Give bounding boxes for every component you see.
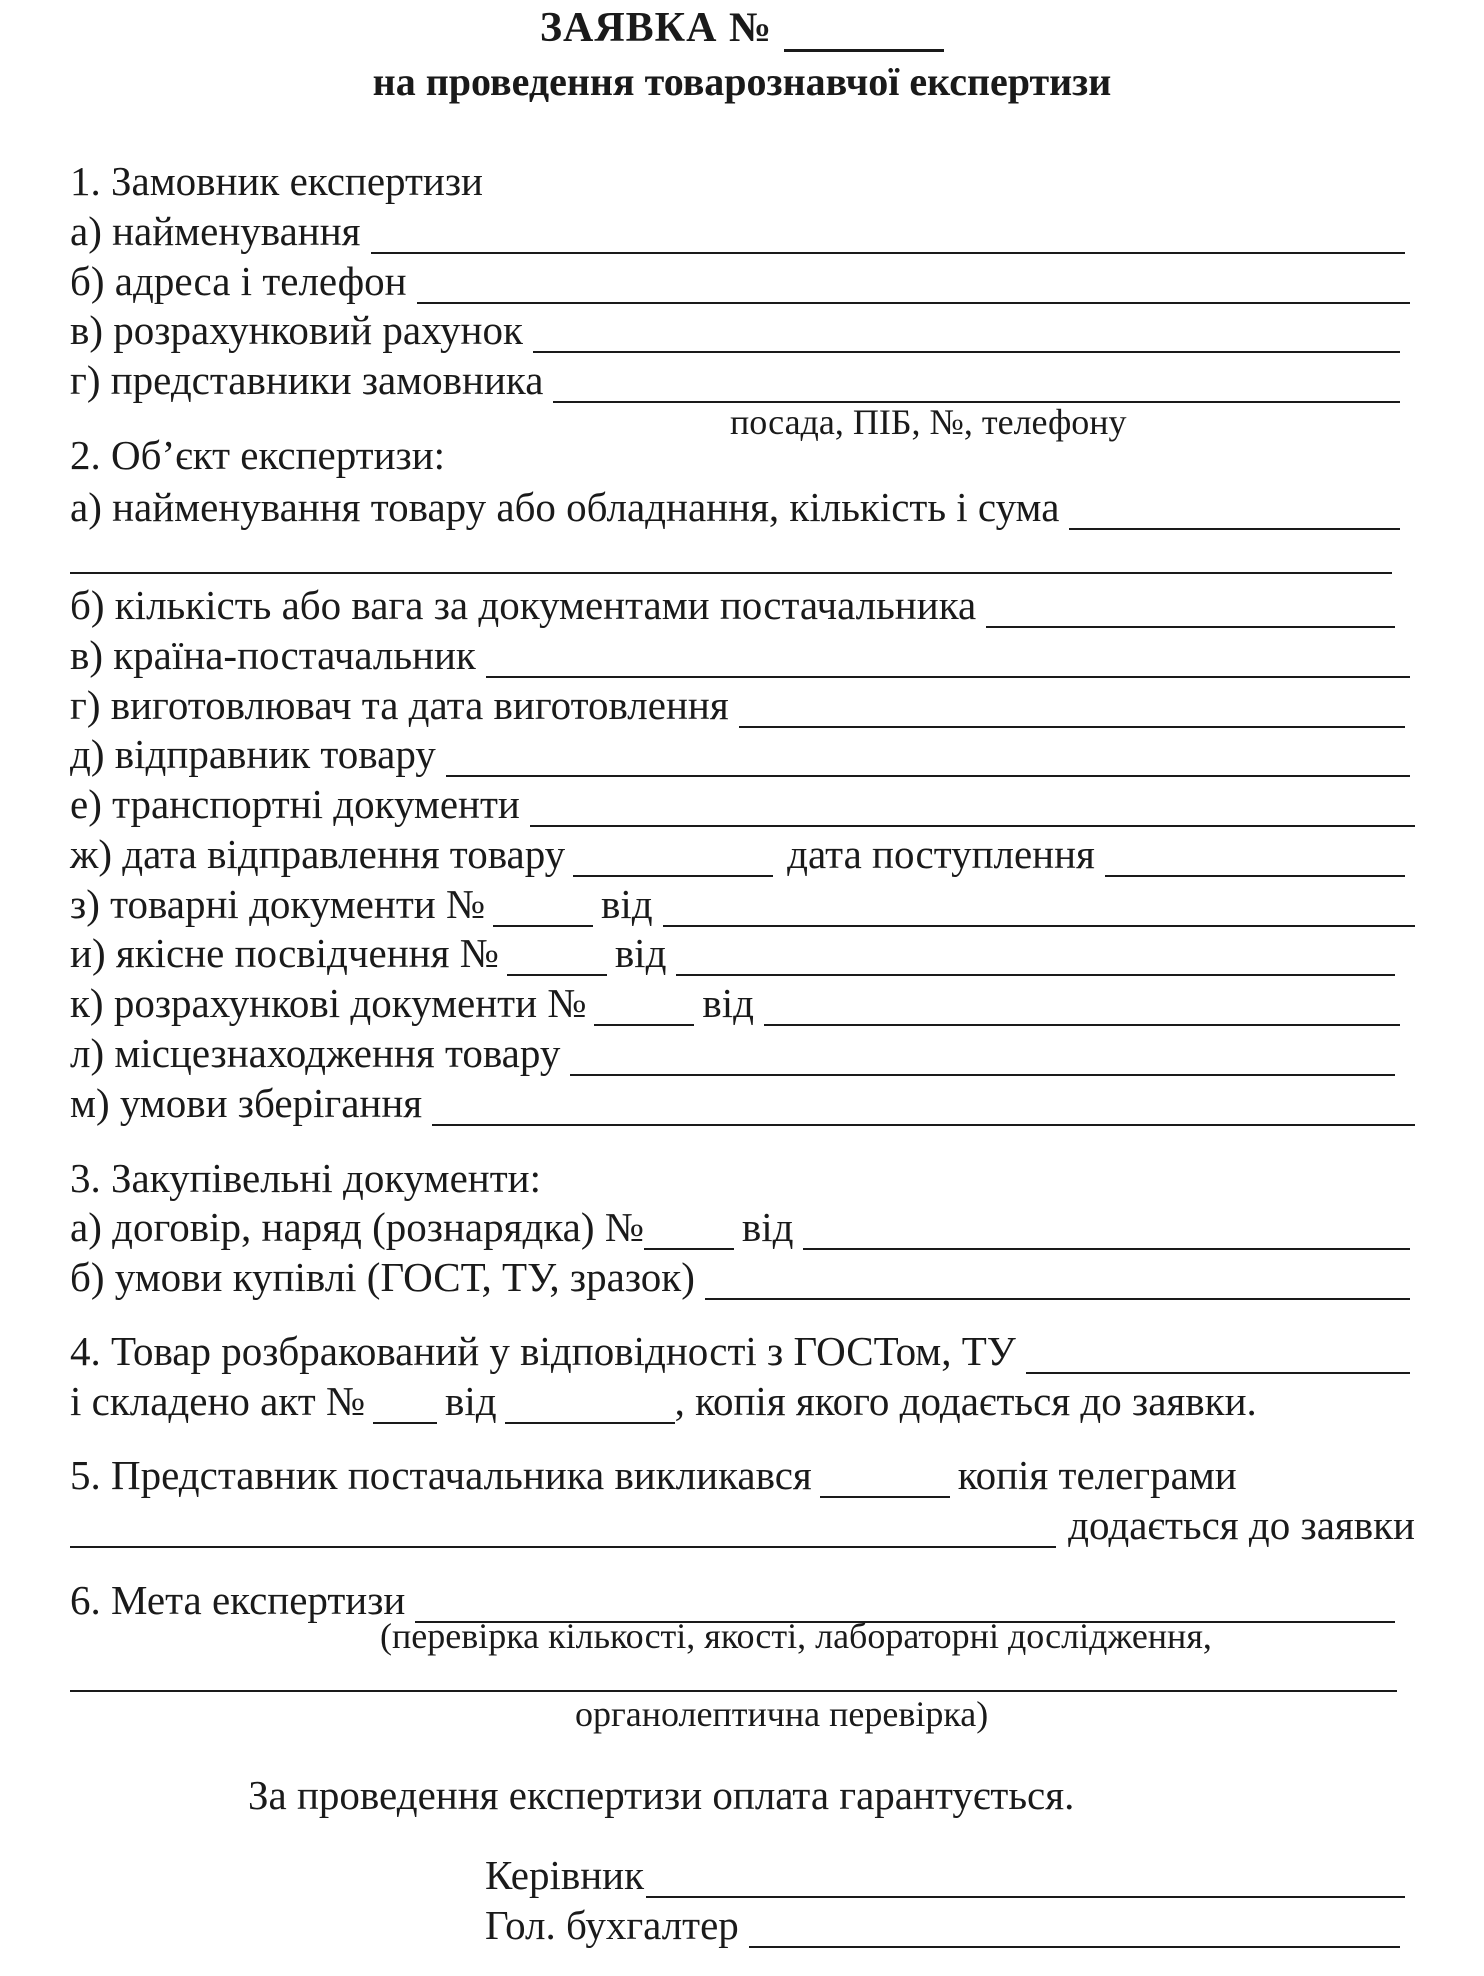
act-label: і складено акт № <box>70 1378 366 1424</box>
transport-docs-field[interactable] <box>530 795 1415 827</box>
contract-from-label: від <box>741 1204 794 1250</box>
payment-docs-date-field[interactable] <box>764 994 1400 1026</box>
act-row <box>70 1378 1257 1424</box>
payment-docs-number-field[interactable] <box>594 994 694 1026</box>
customer-account-field[interactable] <box>533 321 1400 353</box>
customer-name-label: а) найменування <box>70 208 361 254</box>
goods-location-row <box>70 1030 1395 1076</box>
telegram-field[interactable] <box>70 1516 1056 1548</box>
telegram-copy-label: копія телеграми <box>957 1452 1237 1498</box>
act-date-field[interactable] <box>505 1392 675 1424</box>
payment-guarantee: За проведення експертизи оплата гарантується. <box>248 1772 1075 1818</box>
manufacturer-label: г) виготовлювач та дата виготовлення <box>70 682 729 728</box>
form-subtitle: на проведення товарознавчої експертизи <box>372 59 1112 104</box>
arrival-date-label: дата поступлення <box>787 831 1095 877</box>
form-title: ЗАЯВКА № <box>539 5 773 51</box>
supplier-quantity-label: б) кількість або вага за документами постачальника <box>70 582 977 628</box>
act-copy-note: , копія якого додається до заявки. <box>674 1378 1257 1424</box>
supplier-rep-row <box>70 1452 1237 1498</box>
accountant-label: Гол. бухгалтер <box>485 1902 739 1948</box>
application-number-field[interactable] <box>784 15 944 52</box>
purpose-field-continued[interactable] <box>70 1690 1397 1692</box>
goods-location-label: л) місцезнаходження товару <box>70 1030 561 1076</box>
customer-account-label: в) розрахунковий рахунок <box>70 307 523 353</box>
goods-docs-date-field[interactable] <box>663 895 1415 927</box>
goods-docs-label: з) товарні документи № <box>70 881 486 927</box>
payment-docs-label: к) розрахункові документи № <box>70 980 587 1026</box>
dispatch-date-field[interactable] <box>573 845 773 877</box>
transport-docs-row <box>70 781 1415 827</box>
sender-field[interactable] <box>446 745 1410 777</box>
supplier-rep-label: 5. Представник постачальника викликався <box>70 1452 812 1498</box>
quality-cert-label: и) якісне посвідчення № <box>70 930 499 976</box>
customer-name-row <box>70 208 1405 254</box>
transport-docs-label: е) транспортні документи <box>70 781 520 827</box>
customer-representatives-field[interactable] <box>553 371 1400 403</box>
sender-row <box>70 731 1410 777</box>
purpose-hint-2: органолептична перевірка) <box>575 1694 989 1734</box>
act-from-label: від <box>445 1378 497 1424</box>
goods-name-row <box>70 484 1400 530</box>
contract-row <box>70 1204 1410 1250</box>
arrival-date-field[interactable] <box>1105 845 1405 877</box>
manufacturer-field[interactable] <box>739 696 1405 728</box>
quality-cert-row <box>70 930 1395 976</box>
rejection-standard-field[interactable] <box>1026 1342 1410 1374</box>
storage-conditions-row <box>70 1080 1415 1126</box>
dispatch-date-label: ж) дата відправлення товару <box>70 831 566 877</box>
dispatch-date-row <box>70 831 1405 877</box>
goods-docs-row <box>70 881 1415 927</box>
purpose-label: 6. Мета експертизи <box>70 1577 406 1623</box>
head-label: Керівник <box>485 1852 645 1898</box>
quality-cert-from-label: від <box>614 930 667 976</box>
customer-address-label: б) адреса і телефон <box>70 258 407 304</box>
goods-name-label: а) найменування товару або обладнання, кількість і сума <box>70 484 1060 530</box>
goods-name-field[interactable] <box>1069 498 1400 530</box>
accountant-signature-row <box>485 1902 1400 1948</box>
representatives-hint: посада, ПІБ, №, телефону <box>730 402 1127 442</box>
purpose-hint-1: (перевірка кількості, якості, лабораторні дослідження, <box>380 1616 1212 1656</box>
payment-docs-from-label: від <box>702 980 755 1026</box>
goods-docs-from-label: від <box>601 881 653 927</box>
contract-label: а) договір, наряд (рознарядка) № <box>70 1204 644 1250</box>
customer-representatives-label: г) представники замовника <box>70 357 544 403</box>
manufacturer-row <box>70 682 1405 728</box>
contract-number-field[interactable] <box>644 1218 734 1250</box>
quality-cert-number-field[interactable] <box>507 944 607 976</box>
form-title-row <box>0 4 1484 52</box>
rejection-row <box>70 1328 1410 1374</box>
customer-representatives-row <box>70 357 1400 403</box>
quality-cert-date-field[interactable] <box>676 944 1395 976</box>
customer-address-row <box>70 258 1410 304</box>
section3-heading: 3. Закупівельні документи: <box>70 1155 541 1201</box>
purchase-terms-row <box>70 1254 1410 1300</box>
goods-name-field-continued[interactable] <box>70 572 1392 574</box>
storage-conditions-field[interactable] <box>432 1094 1415 1126</box>
supplier-country-label: в) країна-постачальник <box>70 632 476 678</box>
goods-location-field[interactable] <box>570 1044 1395 1076</box>
supplier-rep-field[interactable] <box>820 1466 950 1498</box>
supplier-country-row <box>70 632 1410 678</box>
customer-address-field[interactable] <box>417 272 1410 304</box>
customer-account-row <box>70 307 1400 353</box>
goods-docs-number-field[interactable] <box>493 895 593 927</box>
contract-date-field[interactable] <box>803 1218 1410 1250</box>
rejection-label: 4. Товар розбракований у відповідності з ГОСТом, ТУ <box>70 1328 1016 1374</box>
supplier-quantity-row <box>70 582 1395 628</box>
accountant-signature-field[interactable] <box>749 1916 1400 1948</box>
storage-conditions-label: м) умови зберігання <box>70 1080 423 1126</box>
telegram-row <box>70 1502 1415 1548</box>
head-signature-row <box>485 1852 1405 1898</box>
purchase-terms-field[interactable] <box>705 1268 1410 1300</box>
act-number-field[interactable] <box>373 1392 437 1424</box>
supplier-quantity-field[interactable] <box>986 596 1395 628</box>
purchase-terms-label: б) умови купівлі (ГОСТ, ТУ, зразок) <box>70 1254 695 1300</box>
section2-heading: 2. Об’єкт експертизи: <box>70 432 446 478</box>
head-signature-field[interactable] <box>646 1866 1405 1898</box>
supplier-country-field[interactable] <box>486 646 1410 678</box>
customer-name-field[interactable] <box>371 222 1405 254</box>
section1-heading: 1. Замовник експертизи <box>70 158 483 204</box>
sender-label: д) відправник товару <box>70 731 436 777</box>
payment-docs-row <box>70 980 1400 1026</box>
telegram-attached-label: додається до заявки <box>1068 1502 1415 1548</box>
